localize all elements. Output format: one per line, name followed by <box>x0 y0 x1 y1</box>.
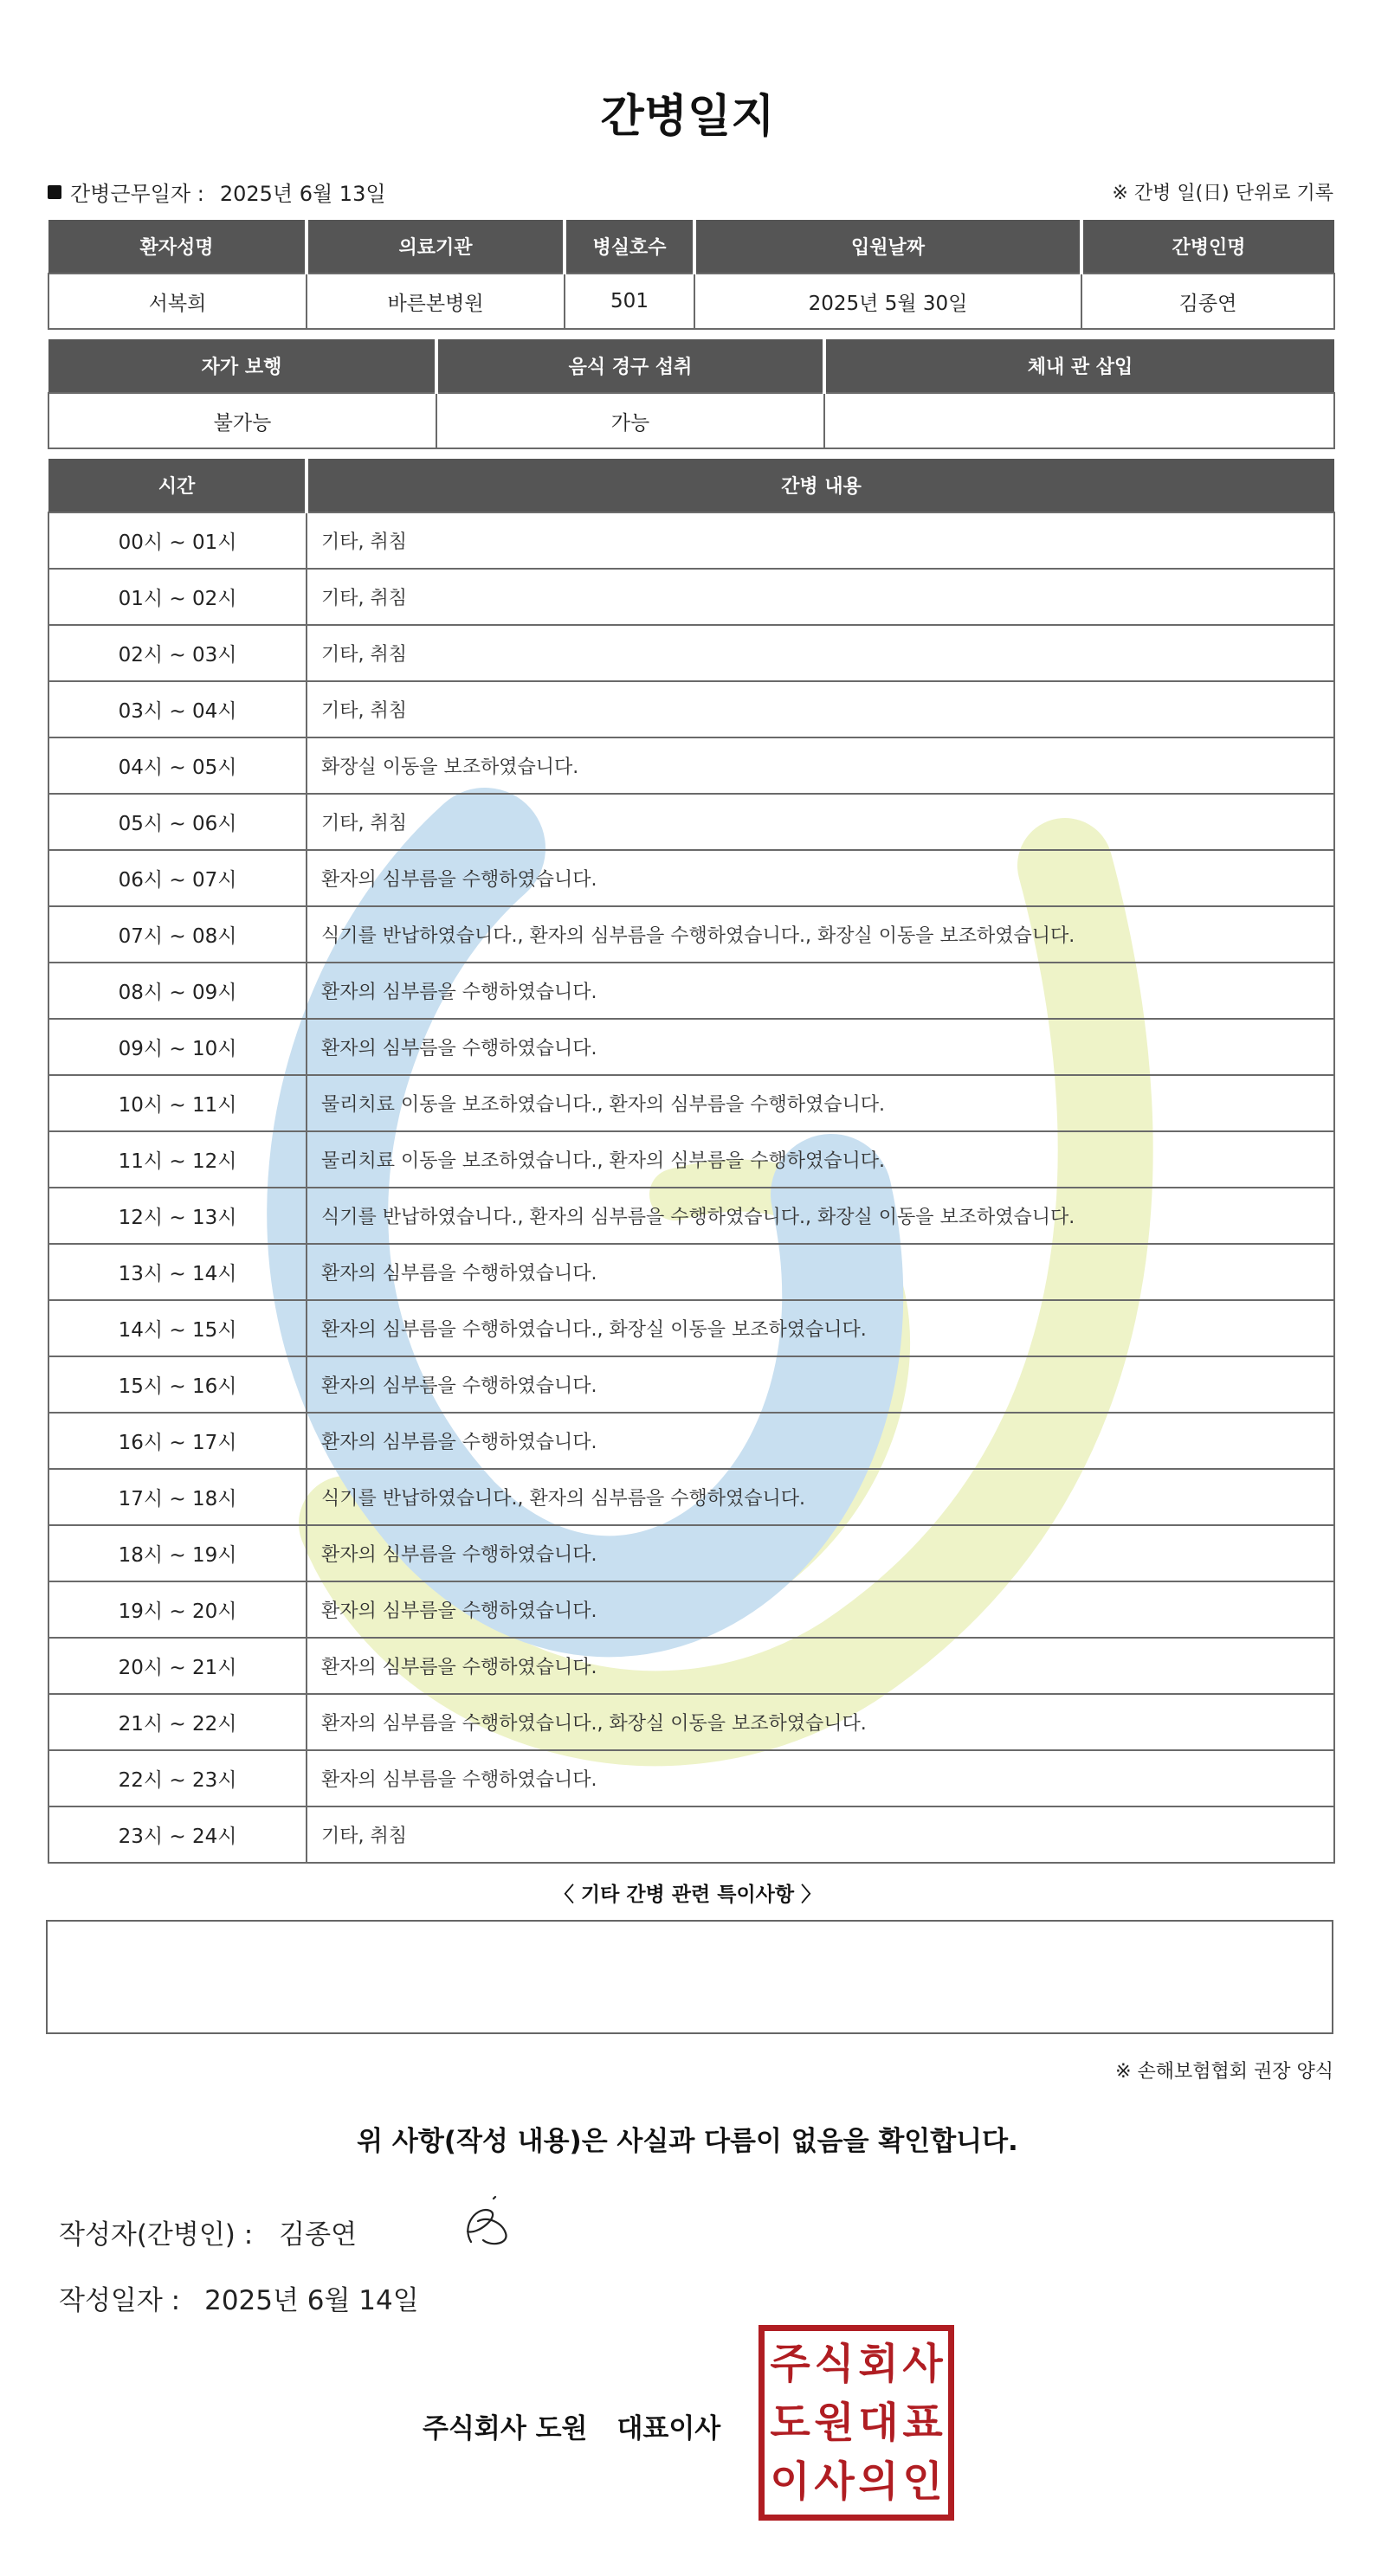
writer-line <box>59 2212 357 2251</box>
seal-character: 도 <box>770 2399 810 2447</box>
log-content: 환자의 심부름을 수행하였습니다., 화장실 이동을 보조하였습니다. <box>307 1694 1334 1750</box>
ceo-title: 대표이사 <box>616 2413 721 2444</box>
patient-info-table <box>48 220 1335 330</box>
log-content: 환자의 심부름을 수행하였습니다. <box>307 1413 1334 1469</box>
log-row <box>48 1244 1334 1300</box>
seal-character: 주 <box>770 2340 810 2388</box>
seal-character: 식 <box>814 2340 855 2388</box>
log-content: 환자의 심부름을 수행하였습니다. <box>307 1581 1334 1638</box>
log-time: 22시 ~ 23시 <box>48 1750 307 1806</box>
log-content: 환자의 심부름을 수행하였습니다. <box>307 1750 1334 1806</box>
log-row <box>48 1356 1334 1413</box>
log-row <box>48 737 1334 794</box>
log-content: 물리치료 이동을 보조하였습니다., 환자의 심부름을 수행하였습니다. <box>307 1131 1334 1188</box>
oral-intake-value: 가능 <box>436 393 824 448</box>
work-date <box>48 177 386 207</box>
header-oral-intake: 음식 경구 섭취 <box>436 339 824 393</box>
seal-character: 표 <box>902 2399 943 2447</box>
log-row <box>48 1581 1334 1638</box>
walking-value: 불가능 <box>48 393 436 448</box>
header-tube-insertion: 체내 관 삽입 <box>824 339 1334 393</box>
log-time: 06시 ~ 07시 <box>48 850 307 906</box>
signature <box>452 2190 521 2259</box>
log-time: 10시 ~ 11시 <box>48 1075 307 1131</box>
seal-character: 의 <box>858 2457 899 2506</box>
writer-name: 김종연 <box>279 2219 358 2251</box>
log-time: 17시 ~ 18시 <box>48 1469 307 1525</box>
log-row <box>48 681 1334 737</box>
form-note: ※ 손해보험협회 권장 양식 <box>1115 2061 1333 2083</box>
log-row <box>48 1694 1334 1750</box>
log-time: 02시 ~ 03시 <box>48 625 307 681</box>
log-row <box>48 1188 1334 1244</box>
log-content: 환자의 심부름을 수행하였습니다. <box>307 963 1334 1019</box>
log-time: 05시 ~ 06시 <box>48 794 307 850</box>
header-caregiver-name: 간병인명 <box>1081 220 1334 274</box>
status-header-row <box>48 339 1334 393</box>
header-hospital: 의료기관 <box>307 220 565 274</box>
date-label: 작성일자 : <box>59 2285 181 2316</box>
log-row <box>48 1806 1334 1863</box>
writer-label: 작성자(간병인) : <box>59 2219 254 2251</box>
log-header-row <box>48 459 1334 512</box>
seal-character: 사 <box>814 2457 855 2506</box>
log-time: 20시 ~ 21시 <box>48 1638 307 1694</box>
log-content: 기타, 취침 <box>307 569 1334 625</box>
seal-character: 원 <box>814 2399 855 2447</box>
log-row <box>48 1131 1334 1188</box>
log-time: 03시 ~ 04시 <box>48 681 307 737</box>
patient-status-table <box>48 339 1335 449</box>
room-number: 501 <box>565 274 694 329</box>
status-value-row <box>48 393 1334 448</box>
seal-character: 사 <box>902 2340 943 2388</box>
log-row <box>48 1525 1334 1581</box>
log-content: 기타, 취침 <box>307 681 1334 737</box>
header-time: 시간 <box>48 459 307 512</box>
tube-insertion-value <box>824 393 1334 448</box>
log-content: 기타, 취침 <box>307 1806 1334 1863</box>
log-row <box>48 1075 1334 1131</box>
log-time: 09시 ~ 10시 <box>48 1019 307 1075</box>
log-time: 08시 ~ 09시 <box>48 963 307 1019</box>
log-row <box>48 625 1334 681</box>
log-content: 기타, 취침 <box>307 794 1334 850</box>
log-content: 환자의 심부름을 수행하였습니다. <box>307 1356 1334 1413</box>
log-content: 환자의 심부름을 수행하였습니다. <box>307 1244 1334 1300</box>
log-row <box>48 1469 1334 1525</box>
work-date-label: 간병근무일자 : <box>70 182 204 206</box>
log-row <box>48 569 1334 625</box>
remarks-box <box>46 1920 1333 2034</box>
log-body <box>48 512 1334 1863</box>
log-row <box>48 1750 1334 1806</box>
header-patient-name: 환자성명 <box>48 220 307 274</box>
log-content: 물리치료 이동을 보조하였습니다., 환자의 심부름을 수행하였습니다. <box>307 1075 1334 1131</box>
log-time: 13시 ~ 14시 <box>48 1244 307 1300</box>
hospital-name: 바른본병원 <box>307 274 565 329</box>
log-row <box>48 1300 1334 1356</box>
log-content: 기타, 취침 <box>307 512 1334 569</box>
log-time: 11시 ~ 12시 <box>48 1131 307 1188</box>
log-content: 기타, 취침 <box>307 625 1334 681</box>
date-line <box>59 2278 419 2317</box>
log-time: 19시 ~ 20시 <box>48 1581 307 1638</box>
log-row <box>48 850 1334 906</box>
log-content: 식기를 반납하였습니다., 환자의 심부름을 수행하였습니다., 화장실 이동을 보조하였습니다. <box>307 906 1334 963</box>
log-time: 23시 ~ 24시 <box>48 1806 307 1863</box>
unit-note: ※ 간병 일(日) 단위로 기록 <box>1112 183 1333 204</box>
log-time: 15시 ~ 16시 <box>48 1356 307 1413</box>
log-row <box>48 906 1334 963</box>
square-bullet-icon <box>48 185 61 199</box>
work-date-value: 2025년 6월 13일 <box>219 182 386 206</box>
patient-info-value-row <box>48 274 1334 329</box>
company-line <box>423 2406 720 2445</box>
log-row <box>48 1019 1334 1075</box>
company-seal-stamp <box>759 2325 954 2521</box>
log-content: 환자의 심부름을 수행하였습니다., 화장실 이동을 보조하였습니다. <box>307 1300 1334 1356</box>
log-time: 04시 ~ 05시 <box>48 737 307 794</box>
caregiver-name: 김종연 <box>1081 274 1334 329</box>
log-row <box>48 1413 1334 1469</box>
log-time: 07시 ~ 08시 <box>48 906 307 963</box>
confirmation-statement: 위 사항(작성 내용)은 사실과 다름이 없음을 확인합니다. <box>357 2126 1018 2157</box>
log-content: 환자의 심부름을 수행하였습니다. <box>307 850 1334 906</box>
log-time: 12시 ~ 13시 <box>48 1188 307 1244</box>
log-time: 00시 ~ 01시 <box>48 512 307 569</box>
header-care-content: 간병 내용 <box>307 459 1334 512</box>
date-value: 2025년 6월 14일 <box>204 2285 419 2316</box>
work-date-row <box>48 177 1333 206</box>
seal-character: 이 <box>770 2457 810 2506</box>
log-content: 환자의 심부름을 수행하였습니다. <box>307 1525 1334 1581</box>
log-time: 21시 ~ 22시 <box>48 1694 307 1750</box>
log-time: 01시 ~ 02시 <box>48 569 307 625</box>
header-admission-date: 입원날짜 <box>694 220 1081 274</box>
seal-character: 인 <box>902 2457 943 2506</box>
company-name: 주식회사 도원 <box>423 2413 588 2444</box>
log-content: 식기를 반납하였습니다., 환자의 심부름을 수행하였습니다., 화장실 이동을 보조하였습니다. <box>307 1188 1334 1244</box>
log-time: 18시 ~ 19시 <box>48 1525 307 1581</box>
patient-info-header-row <box>48 220 1334 274</box>
log-row <box>48 963 1334 1019</box>
seal-character: 대 <box>858 2399 899 2447</box>
admission-date: 2025년 5월 30일 <box>694 274 1081 329</box>
page-title: 간병일지 <box>600 91 775 143</box>
log-time: 14시 ~ 15시 <box>48 1300 307 1356</box>
log-time: 16시 ~ 17시 <box>48 1413 307 1469</box>
log-row <box>48 512 1334 569</box>
header-room: 병실호수 <box>565 220 694 274</box>
log-content: 환자의 심부름을 수행하였습니다. <box>307 1019 1334 1075</box>
patient-name: 서복희 <box>48 274 307 329</box>
care-log-table <box>48 459 1335 1864</box>
log-content: 식기를 반납하였습니다., 환자의 심부름을 수행하였습니다. <box>307 1469 1334 1525</box>
log-row <box>48 794 1334 850</box>
log-content: 화장실 이동을 보조하였습니다. <box>307 737 1334 794</box>
log-row <box>48 1638 1334 1694</box>
remarks-title: 〈 기타 간병 관련 특이사항 〉 <box>553 1884 822 1906</box>
seal-character: 회 <box>858 2340 899 2388</box>
log-content: 환자의 심부름을 수행하였습니다. <box>307 1638 1334 1694</box>
header-walking: 자가 보행 <box>48 339 436 393</box>
